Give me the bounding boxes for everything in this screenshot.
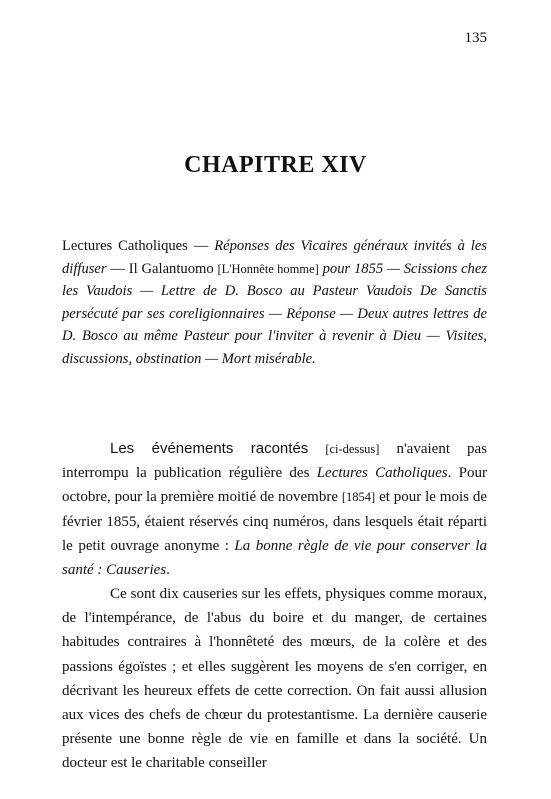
summary-part: pour 1855 — Scissions chez les Vaudois — Lettre de D. Bosco au Pasteur Vaudois De Sanctis persécuté par ses coreligionnaires — Réponse — Deux autres lettres de D. Bosco au même Pasteur pour l'inviter à revenir à Dieu — Visites, discussions, obstination — Mort misérable. bbox=[62, 260, 487, 367]
summary-part: — bbox=[187, 238, 215, 254]
paragraph-text bbox=[308, 441, 325, 457]
paragraph-text: n'avaient pas interrompu la publication régulière des bbox=[62, 441, 487, 482]
chapter-title: CHAPITRE XIV bbox=[184, 152, 367, 178]
summary-part: Réponses des Vicaires généraux invités à les diffuser bbox=[62, 238, 488, 277]
chapter-summary bbox=[62, 235, 487, 371]
summary-part: Lectures Catholiques bbox=[62, 238, 188, 254]
paragraph-text: et pour le mois de février 1855, étaient réservés cinq numéros, dans lesquels était réparti le petit ouvrage anonyme : bbox=[62, 489, 488, 554]
paragraph-2 bbox=[62, 582, 487, 776]
summary-bracket-note: [L'Honnête homme] bbox=[217, 261, 319, 276]
summary-part: — Il Galantuomo bbox=[106, 260, 218, 277]
bracket-note: [1854] bbox=[341, 490, 376, 505]
page-number: 135 bbox=[464, 30, 487, 46]
paragraph-text: Ce sont dix causeries sur les effets, physiques comme moraux, de l'intempérance, de l'abus du boire et du manger, de certaines habitudes contraires à l'honnêteté des mœurs, de la colère et des passions égoïstes ; et elles suggèrent les moyens de s'en corriger, en décrivant les heureux effets de cette correction. On fait aussi allusion aux vices des chefs de chœur du protestantisme. La dernière causerie présente une bonne règle de vie en famille et dans la société. Un docteur est le charitable conseiller bbox=[62, 586, 487, 772]
italic-title: Lectures Catholiques bbox=[316, 465, 448, 482]
paragraph-text: . Pour octobre, pour la première moitié de novembre bbox=[62, 465, 488, 506]
paragraph-text: . bbox=[166, 562, 170, 579]
bracket-note: [ci-dessus] bbox=[325, 442, 380, 456]
paragraph-1 bbox=[62, 437, 487, 582]
paragraph-text: Les événements racontés bbox=[110, 440, 309, 457]
italic-title: La bonne règle de vie pour conserver la santé : Causeries bbox=[62, 537, 487, 579]
